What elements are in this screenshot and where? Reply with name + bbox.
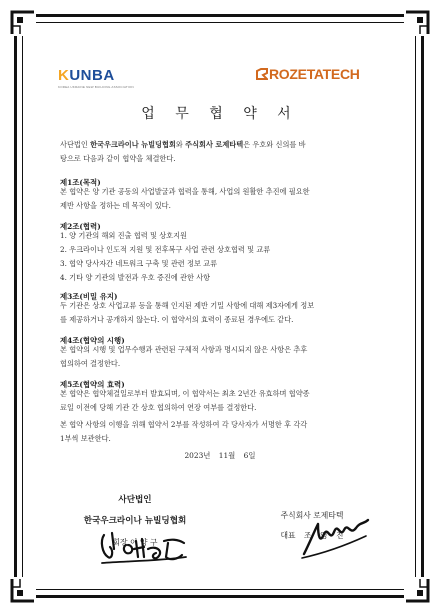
kunba-logo-text [58, 68, 115, 84]
article-2-body [60, 229, 382, 285]
article-1-line: 본 협약은 양 기관 공동의 사업발굴과 협력을 통해, 사업의 원활한 추진에 필요한 [60, 187, 310, 196]
article-3-body [60, 299, 382, 327]
intro-mid: 와 [175, 140, 186, 149]
article-5-heading: 제5조(협약의 효력) [60, 380, 125, 389]
signatory-rozetatech-rep: 대표 조 영 진 [280, 531, 344, 540]
corner-ornament-top-right [404, 10, 430, 36]
article-1-body [60, 185, 382, 213]
article-2-item: 4. 기타 양 기관의 발전과 우호 증진에 관한 사항 [60, 273, 211, 282]
article-2-item: 2. 우크라이나 인도적 지원 및 전후복구 사업 관련 상호협력 및 교류 [60, 245, 271, 254]
article-4-line: 본 협약의 시행 및 업무수행과 관련된 구체적 사항과 명시되지 않은 사항은 추후 [60, 345, 308, 354]
intro-line-1 [60, 138, 382, 152]
document-title: 업 무 협 약 서 [141, 106, 299, 122]
corner-ornament-bottom-right [404, 577, 430, 603]
intro-suffix: 은 우호와 신의를 바 [243, 140, 306, 149]
handwritten-signature-rozetatech [300, 514, 372, 560]
article-4-heading: 제4조(협약의 시행) [60, 336, 125, 345]
intro-paragraph [60, 138, 382, 166]
rozetatech-mark-icon [256, 68, 268, 80]
rozetatech-logo [256, 66, 372, 86]
closing-line: 본 협약 사항의 이행을 위해 협약서 2부를 작성하여 각 당사자가 서명한 후 각각 [60, 420, 308, 429]
article-1-heading: 제1조(목적) [60, 178, 101, 187]
article-2-heading: 제2조(협력) [60, 222, 101, 231]
corner-ornament-bottom-left [10, 577, 36, 603]
signatory-kunba-rep: 회장 이 양 구 [112, 538, 158, 547]
handwritten-signature-kunba [98, 527, 190, 567]
article-1-line: 제반 사항을 정하는 데 목적이 있다. [60, 201, 171, 210]
article-4-body [60, 343, 382, 371]
org-name-kunba: 한국우크라이나 뉴빌딩협회 [90, 140, 176, 149]
article-5-line: 료일 이전에 당해 기관 간 상호 협의하여 연장 여부를 결정한다. [60, 403, 257, 412]
kunba-logo-rest: UNBA [69, 67, 115, 84]
intro-prefix: 사단법인 [60, 140, 91, 149]
signatory-kunba-type: 사단법인 [118, 495, 152, 505]
article-5-body [60, 387, 382, 415]
org-name-rozetatech: 주식회사 로제타텍 [185, 140, 244, 149]
signatory-kunba-org: 한국우크라이나 뉴빌딩협회 [83, 516, 187, 526]
article-3-line: 를 제공하거나 공개하지 않는다. 이 협약서의 효력이 종료된 경우에도 같다. [60, 315, 294, 324]
kunba-logo-initial: K [58, 67, 70, 84]
intro-line-2: 탕으로 다음과 같이 협약을 체결한다. [60, 154, 176, 163]
article-5-line: 본 협약은 협약체결일로부터 발효되며, 이 협약서는 최초 2년간 유효하며 협약종 [60, 389, 310, 398]
article-4-line: 협의하여 결정한다. [60, 359, 121, 368]
rozetatech-logo-text: ROZETATECH [269, 66, 360, 82]
agreement-date: 2023년 11월 6일 [184, 451, 256, 460]
kunba-logo [58, 68, 138, 90]
closing-paragraph [60, 418, 382, 446]
kunba-logo-subtitle: KOREA UKRAINE NEW BUILDING ASSOCIATION [58, 85, 134, 89]
signatory-rozetatech-org: 주식회사 로제타텍 [280, 511, 344, 520]
article-2-item: 3. 협약 당사자간 네트워크 구축 및 관련 정보 교류 [60, 259, 218, 268]
article-3-line: 두 기관은 상호 사업교류 등을 통해 인지된 제반 기밀 사항에 대해 제3자에게 정보 [60, 301, 315, 310]
corner-ornament-top-left [10, 10, 36, 36]
article-3-heading: 제3조(비밀 유지) [60, 292, 118, 301]
article-2-item: 1. 양 기관의 해외 진출 협력 및 상호지원 [60, 231, 187, 240]
closing-line: 1부씩 보관한다. [60, 434, 111, 443]
